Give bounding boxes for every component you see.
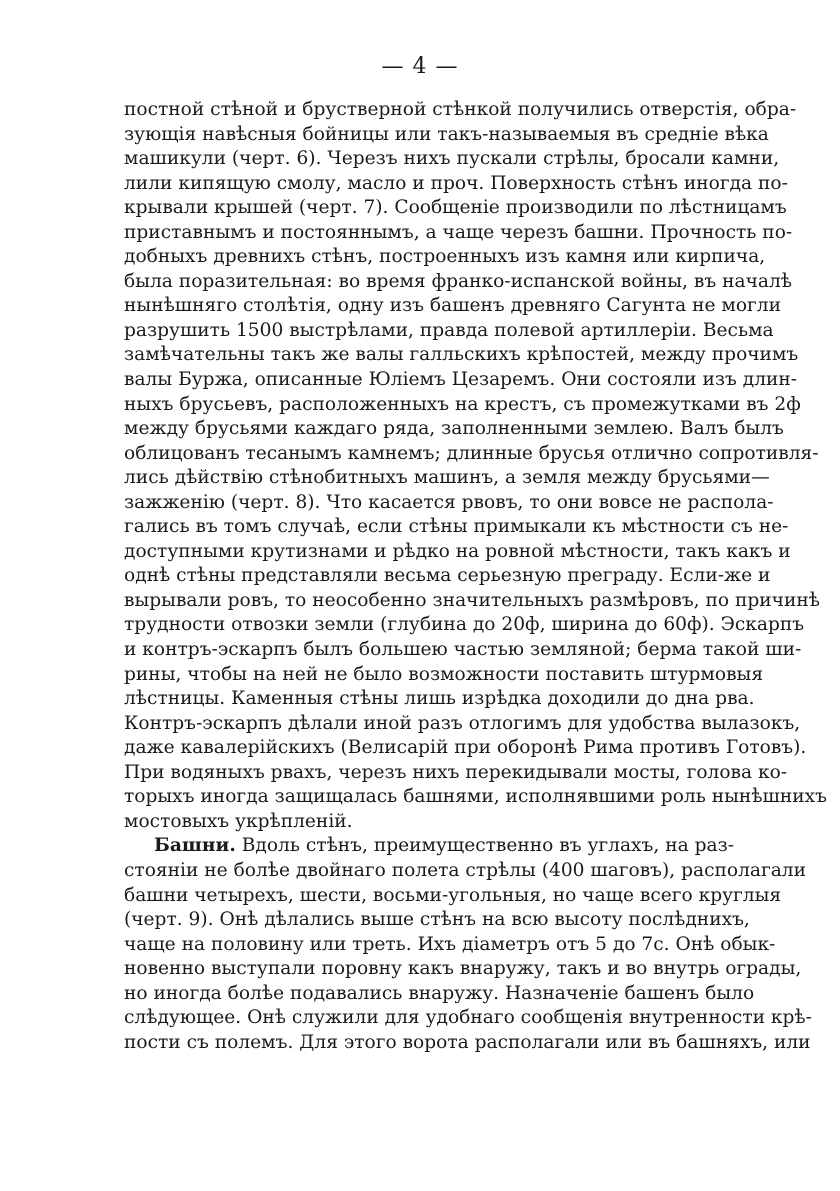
text-line: но иногда болѣе подавались внаружу. Назначеніе башенъ было	[124, 982, 755, 1004]
text-line: лѣстницы. Каменныя стѣны лишь изрѣдка доходили до дна рва.	[124, 688, 755, 710]
text-line: чаще на половину или треть. Ихъ діаметръ отъ 5 до 7с. Онѣ обык-	[124, 933, 776, 955]
text-line: Контръ-эскарпъ дѣлали иной разъ отлогимъ для удобства вылазокъ,	[124, 712, 801, 734]
text-line: добныхъ древнихъ стѣнъ, построенныхъ изъ камня или кирпича,	[124, 246, 766, 268]
text-line: была поразительная: во время франко-испанской войны, въ началѣ	[124, 270, 792, 292]
text-line: даже кавалерійскихъ (Велисарій при оборонѣ Рима противъ Готовъ).	[124, 737, 807, 759]
text-line: между брусьями каждаго ряда, заполненными землею. Валъ былъ	[124, 418, 784, 440]
text-line: новенно выступали поровну какъ внаружу, такъ и во внутрь ограды,	[124, 958, 802, 980]
text-line: машикули (черт. 6). Черезъ нихъ пускали стрѣлы, бросали камни,	[124, 148, 780, 170]
text-line: и контръ-эскарпъ былъ большею частью земляной; берма такой ши-	[124, 639, 802, 661]
text-line: замѣчательны такъ же валы галльскихъ крѣпостей, между прочимъ	[124, 344, 799, 366]
text-line: пости съ полемъ. Для этого ворота располагали или въ башняхъ, или	[124, 1031, 811, 1053]
text-fragment: Вдоль стѣнъ, преимущественно въ углахъ, на раз-	[241, 835, 734, 857]
text-line: зующія навѣсныя бойницы или такъ-называемыя въ средніе вѣка	[124, 123, 769, 145]
text-line: башни четырехъ, шести, восьми-угольныя, но чаще всего круглыя	[124, 884, 782, 906]
text-line: рины, чтобы на ней не было возможности поставить штурмовыя	[124, 663, 764, 685]
text-line: ныхъ брусьевъ, расположенныхъ на крестъ, съ промежутками въ 2ф	[124, 393, 801, 415]
text-line: торыхъ иногда защищалась башнями, исполнявшими роль нынѣшнихъ	[124, 786, 827, 808]
text-line: нынѣшняго столѣтія, одну изъ башенъ древняго Сагунта не могли	[124, 295, 781, 317]
text-line: При водяныхъ рвахъ, черезъ нихъ перекидывали мосты, голова ко-	[124, 761, 788, 783]
text-line: (черт. 9). Онѣ дѣлались выше стѣнъ на всю высоту послѣднихъ,	[124, 909, 750, 931]
text-line: постной стѣной и брустверной стѣнкой получились отверстія, обра-	[124, 99, 797, 120]
text-line: облицованъ тесанымъ камнемъ; длинные брусья отлично сопротивля-	[124, 442, 819, 464]
text-line: трудности отвозки земли (глубина до 20ф, ширина до 60ф). Эскарпъ	[124, 614, 805, 636]
text-line-with-heading	[124, 834, 734, 859]
text-line: гались въ томъ случаѣ, если стѣны примыкали къ мѣстности съ не-	[124, 516, 789, 538]
text-line: приставнымъ и постояннымъ, а чаще черезъ башни. Прочность по-	[124, 221, 793, 243]
text-line: мостовыхъ укрѣпленій.	[124, 810, 353, 832]
text-line: однѣ стѣны представляли весьма серьезную преграду. Если-же и	[124, 565, 771, 587]
text-line: слѣдующее. Онѣ служили для удобнаго сообщенія внутренности крѣ-	[124, 1007, 812, 1029]
text-line: вырывали ровъ, то неособенно значительныхъ размѣровъ, по причинѣ	[124, 589, 820, 611]
text-line: зажженію (черт. 8). Что касается рвовъ, то они вовсе не распола-	[124, 491, 774, 513]
text-line: стояніи не болѣе двойнаго полета стрѣлы (400 шаговъ), располагали	[124, 859, 807, 881]
text-line: лили кипящую смолу, масло и проч. Поверхность стѣнъ иногда по-	[124, 172, 788, 194]
text-line: лись дѣйствію стѣнобитныхъ машинъ, а земля между брусьями—	[124, 467, 770, 489]
text-line: валы Буржа, описанные Юліемъ Цезаремъ. Они состояли изъ длин-	[124, 369, 798, 391]
page-number: — 4 —	[381, 54, 459, 79]
section-heading: Башни.	[154, 835, 236, 857]
text-line: доступными крутизнами и рѣдко на ровной мѣстности, такъ какъ и	[124, 540, 791, 562]
text-line: разрушить 1500 выстрѣлами, правда полевой артиллеріи. Весьма	[124, 319, 774, 341]
text-line: крывали крышей (черт. 7). Сообщеніе производили по лѣстницамъ	[124, 197, 787, 219]
body-text	[124, 98, 827, 1055]
